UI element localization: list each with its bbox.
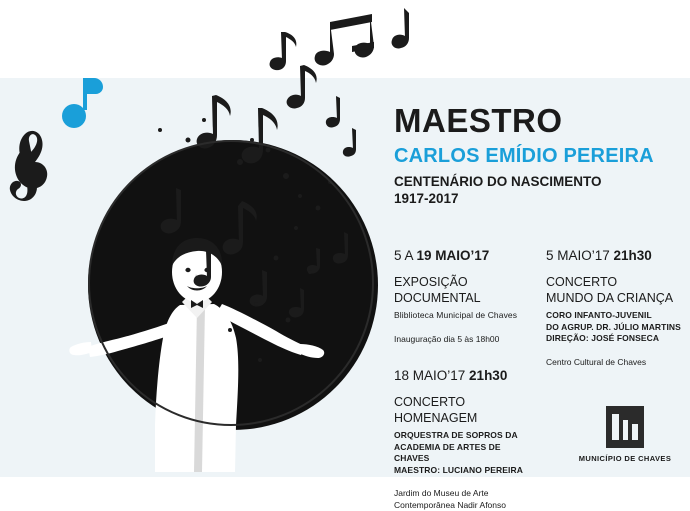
circle-outline [88,140,374,426]
event-concerto-homenagem [394,368,534,511]
event-performer [394,430,534,476]
logo-shape-1 [612,414,619,440]
subtitle-line-1: CENTENÁRIO DO NASCIMENTO [394,173,602,189]
event-performer-line-3: MAESTRO: LUCIANO PEREIRA [394,464,523,475]
event-date [394,248,534,263]
municipality-logo [570,406,680,463]
event-performer [546,310,686,344]
event-date-plain: 5 MAIO’17 [546,248,614,263]
blue-note-flag-icon [85,78,103,94]
event-date-bold: 21h30 [613,248,652,263]
event-performer-line-2: DO AGRUP. DR. JÚLIO MARTINS [546,321,681,332]
event-performer-line-3: DIREÇÃO: JOSÉ FONSECA [546,333,660,344]
event-date-plain: 18 MAIO’17 [394,368,470,383]
event-date-bold: 19 MAIO’17 [416,248,490,263]
subtitle [394,174,676,208]
event-venue: Jardim do Museu de Arte Contemporânea Nadir Afonso [394,488,506,510]
bottom-white-strip [0,477,690,485]
event-type-line-2: MUNDO DA CRIANÇA [546,290,674,305]
event-performer-line-1: CORO INFANTO-JUVENIL [546,310,652,321]
event-type-line-2: DOCUMENTAL [394,290,481,305]
event-type-line-2: HOMENAGEM [394,410,478,425]
event-type-line-1: CONCERTO [394,395,466,409]
event-date-bold: 21h30 [469,368,508,383]
event-date [394,368,534,383]
event-exposicao [394,248,534,345]
title-block [394,104,676,207]
event-venue: Centro Cultural de Chaves [546,356,647,367]
composer-name: CARLOS EMÍDIO PEREIRA [394,144,654,167]
event-performer-line-1: Bliblioteca Municipal de Chaves [394,310,518,321]
event-type-line-1: EXPOSIÇÃO [394,275,468,289]
subtitle-line-2: 1917-2017 [394,190,459,206]
logo-shape-2 [623,420,628,440]
event-type [546,275,686,306]
castle-tower-icon [606,406,644,448]
event-type [394,275,534,306]
event-type [394,395,534,426]
logo-label: MUNICÍPIO DE CHAVES [578,454,672,463]
event-performer [394,310,534,321]
event-note: Inauguração dia 5 às 18h00 [394,333,500,344]
event-date [546,248,686,263]
event-performer-line-2: ACADEMIA DE ARTES DE CHAVES [394,441,501,464]
event-date-plain: 5 A [394,248,417,263]
page-title: MAESTRO [394,102,563,139]
event-mundo-da-crianca [546,248,686,368]
event-type-line-1: CONCERTO [546,275,618,289]
logo-shape-3 [632,424,638,440]
event-performer-line-1: ORQUESTRA DE SOPROS DA [394,430,518,441]
